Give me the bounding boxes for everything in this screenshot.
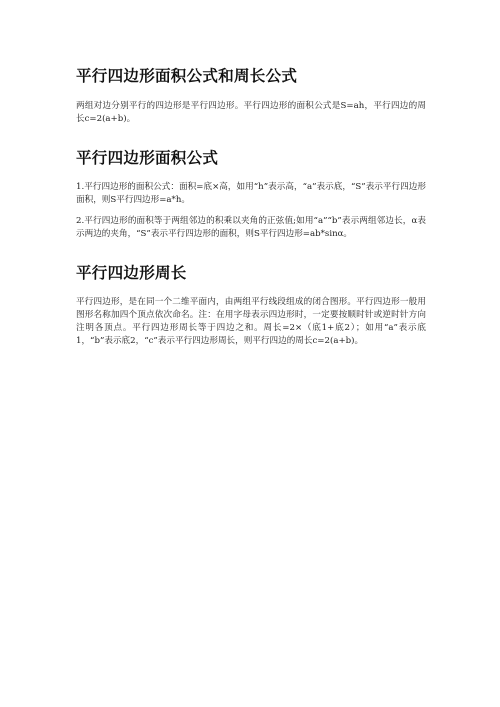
intro-paragraph: 两组对边分别平行的四边形是平行四边形。平行四边形的面积公式是S=ah，平行四边的周长c=2(a+b)。: [76, 101, 426, 124]
area-paragraph-1: 1.平行四边形的面积公式：面积=底×高，如用“h”表示高，“a”表示底，“S”表示平行四边形面积，则S平行四边形=a*h。: [76, 182, 426, 205]
page-title: 平行四边形面积公式和周长公式: [76, 67, 298, 85]
perimeter-paragraph: 平行四边形，是在同一个二维平面内，由两组平行线段组成的闭合图形。平行四边形一般用图形名称加四个顶点依次命名。注：在用字母表示四边形时，一定要按顺时针或逆时针方向注明各顶点。平行四边形周长等于四边之和。周长=2×（底1+底2）；如用“a”表示底1，“b”表示底2，“c”表示平行四边形周长，则平行四边的周长c=2(a+b)。: [76, 297, 426, 346]
document-content: [76, 66, 426, 356]
section-heading-perimeter: 平行四边形周长: [76, 264, 187, 282]
area-paragraph-2: 2.平行四边形的面积等于两组邻边的积乘以夹角的正弦值;如用“a”“b”表示两组邻边长，α表示两边的夹角，“S”表示平行四边形的面积，则S平行四边形=ab*sinα。: [76, 216, 426, 239]
section-heading-area: 平行四边形面积公式: [76, 149, 219, 167]
